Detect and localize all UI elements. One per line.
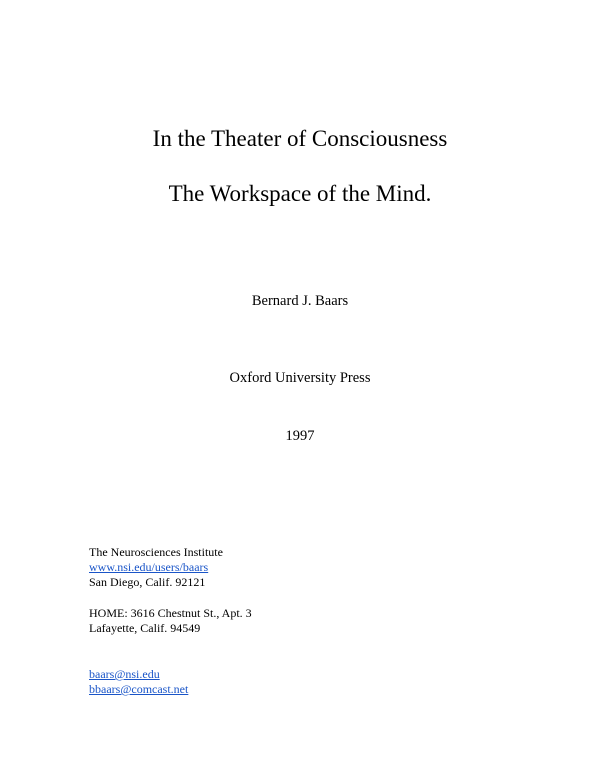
institute-name: The Neurosciences Institute [89, 545, 223, 559]
book-title: In the Theater of Consciousness [152, 126, 448, 151]
author-name: Bernard J. Baars [251, 293, 349, 309]
publication-year: 1997 [285, 428, 315, 444]
institute-address-block [89, 545, 223, 590]
email-link-comcast[interactable]: bbaars@comcast.net [89, 682, 189, 696]
email-block [89, 667, 188, 697]
home-address-block [89, 606, 252, 636]
book-subtitle: The Workspace of the Mind. [168, 181, 432, 206]
publisher-name: Oxford University Press [229, 370, 371, 386]
institute-url-link[interactable]: www.nsi.edu/users/baars [89, 560, 209, 574]
home-street: HOME: 3616 Chestnut St., Apt. 3 [89, 606, 252, 620]
email-link-nsi[interactable]: baars@nsi.edu [89, 667, 160, 681]
home-city: Lafayette, Calif. 94549 [89, 621, 201, 635]
institute-city: San Diego, Calif. 92121 [89, 575, 206, 589]
